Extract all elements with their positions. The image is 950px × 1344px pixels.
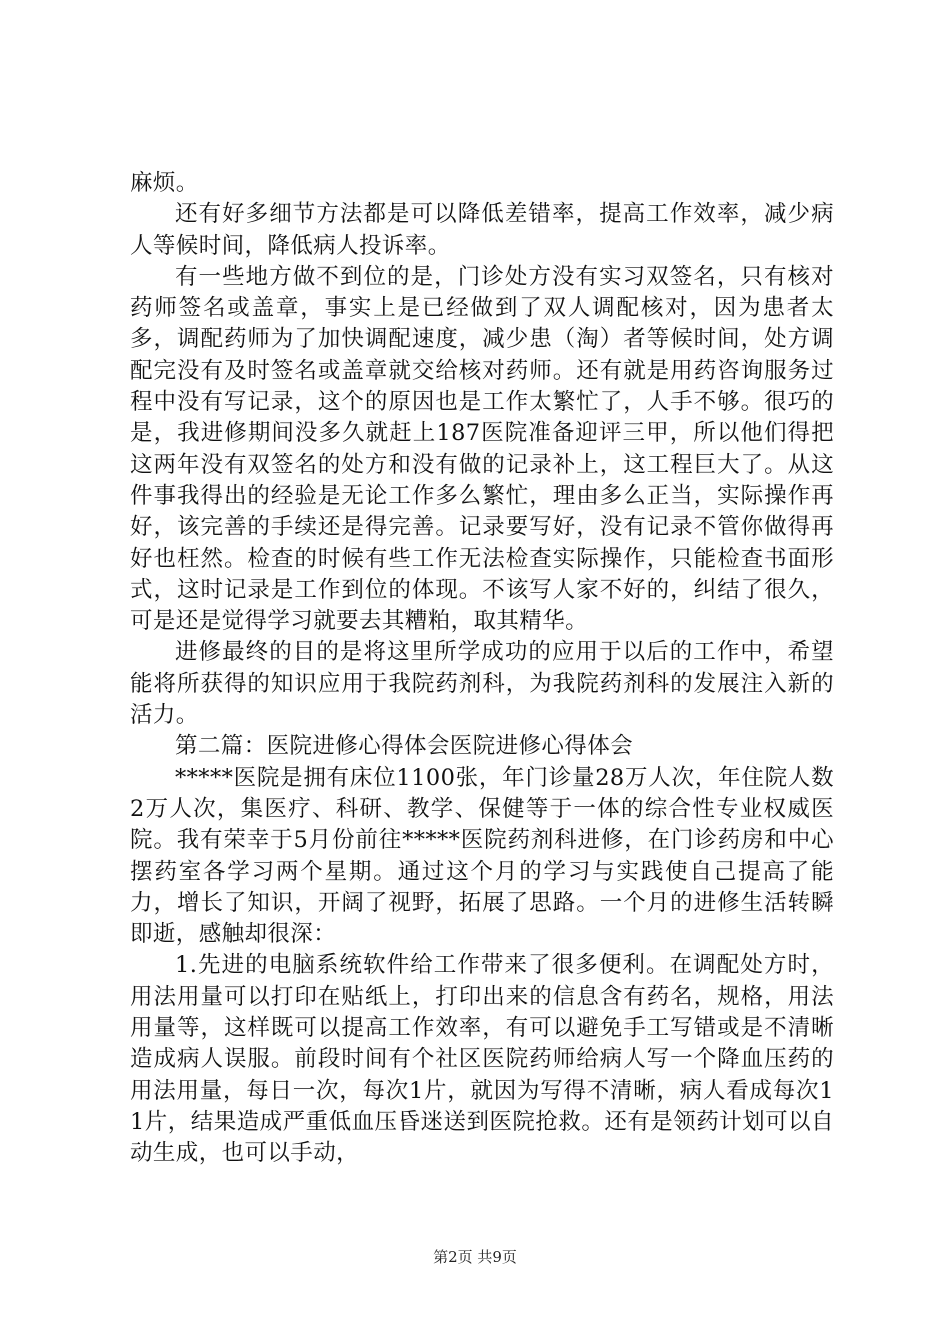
paragraph-shortcomings: 有一些地方做不到位的是，门诊处方没有实习双签名，只有核对药师签名或盖章，事实上是已经做到了双人调配核对，因为患者太多，调配药师为了加快调配速度，减少患（淘）者等候时间，处方调配完没有及时签名或盖章就交给核对药师。还有就是用药咨询服务过程中没有写记录，这个的原因也是工作太繁忙了，人手不够。很巧的是，我进修期间没多久就赶上187医院准备迎评三甲，所以他们得把这两年没有双签名的处方和没有做的记录补上，这工程巨大了。从这件事我得出的经验是无论工作多么繁忙，理由多么正当，实际操作再好，该完善的手续还是得完善。记录要写好，没有记录不管你做得再好也枉然。检查的时候有些工作无法检查实际操作，只能检查书面形式，这时记录是工作到位的体现。不该写人家不好的，纠结了很久，可是还是觉得学习就要去其糟粕，取其精华。 <box>130 263 834 635</box>
section-heading: 第二篇：医院进修心得体会医院进修心得体会 <box>175 733 634 760</box>
paragraph-goal: 进修最终的目的是将这里所学成功的应用于以后的工作中，希望能将所获得的知识应用于我院药剂科，为我院药剂科的发展注入新的活力。 <box>130 639 834 729</box>
paragraph-details: 还有好多细节方法都是可以降低差错率，提高工作效率，减少病人等候时间，降低病人投诉率。 <box>130 201 834 259</box>
document-body <box>130 168 834 1170</box>
paragraph-continuation: 麻烦。 <box>130 170 199 196</box>
paragraph-point-1: 1.先进的电脑系统软件给工作带来了很多便利。在调配处方时，用法用量可以打印在贴纸上，打印出来的信息含有药名，规格，用法用量等，这样既可以提高工作效率，有可以避免手工写错或是不清晰造成病人误服。前段时间有个社区医院药师给病人写一个降血压药的用法用量，每日一次，每次1片，就因为写得不清晰，病人看成每次11片，结果造成严重低血压昏迷送到医院抢救。还有是领药计划可以自动生成，也可以手动， <box>130 952 834 1167</box>
paragraph-hospital-intro: *****医院是拥有床位1100张，年门诊量28万人次，年住院人数2万人次，集医疗、科研、教学、保健等于一体的综合性专业权威医院。我有荣幸于5月份前往*****医院药剂科进修，在门诊药房和中心摆药室各学习两个星期。通过这个月的学习与实践使自己提高了能力，增长了知识，开阔了视野，拓展了思路。一个月的进修生活转瞬即逝，感触却很深： <box>130 764 834 948</box>
page-number: 第2页 共9页 <box>433 1248 517 1266</box>
